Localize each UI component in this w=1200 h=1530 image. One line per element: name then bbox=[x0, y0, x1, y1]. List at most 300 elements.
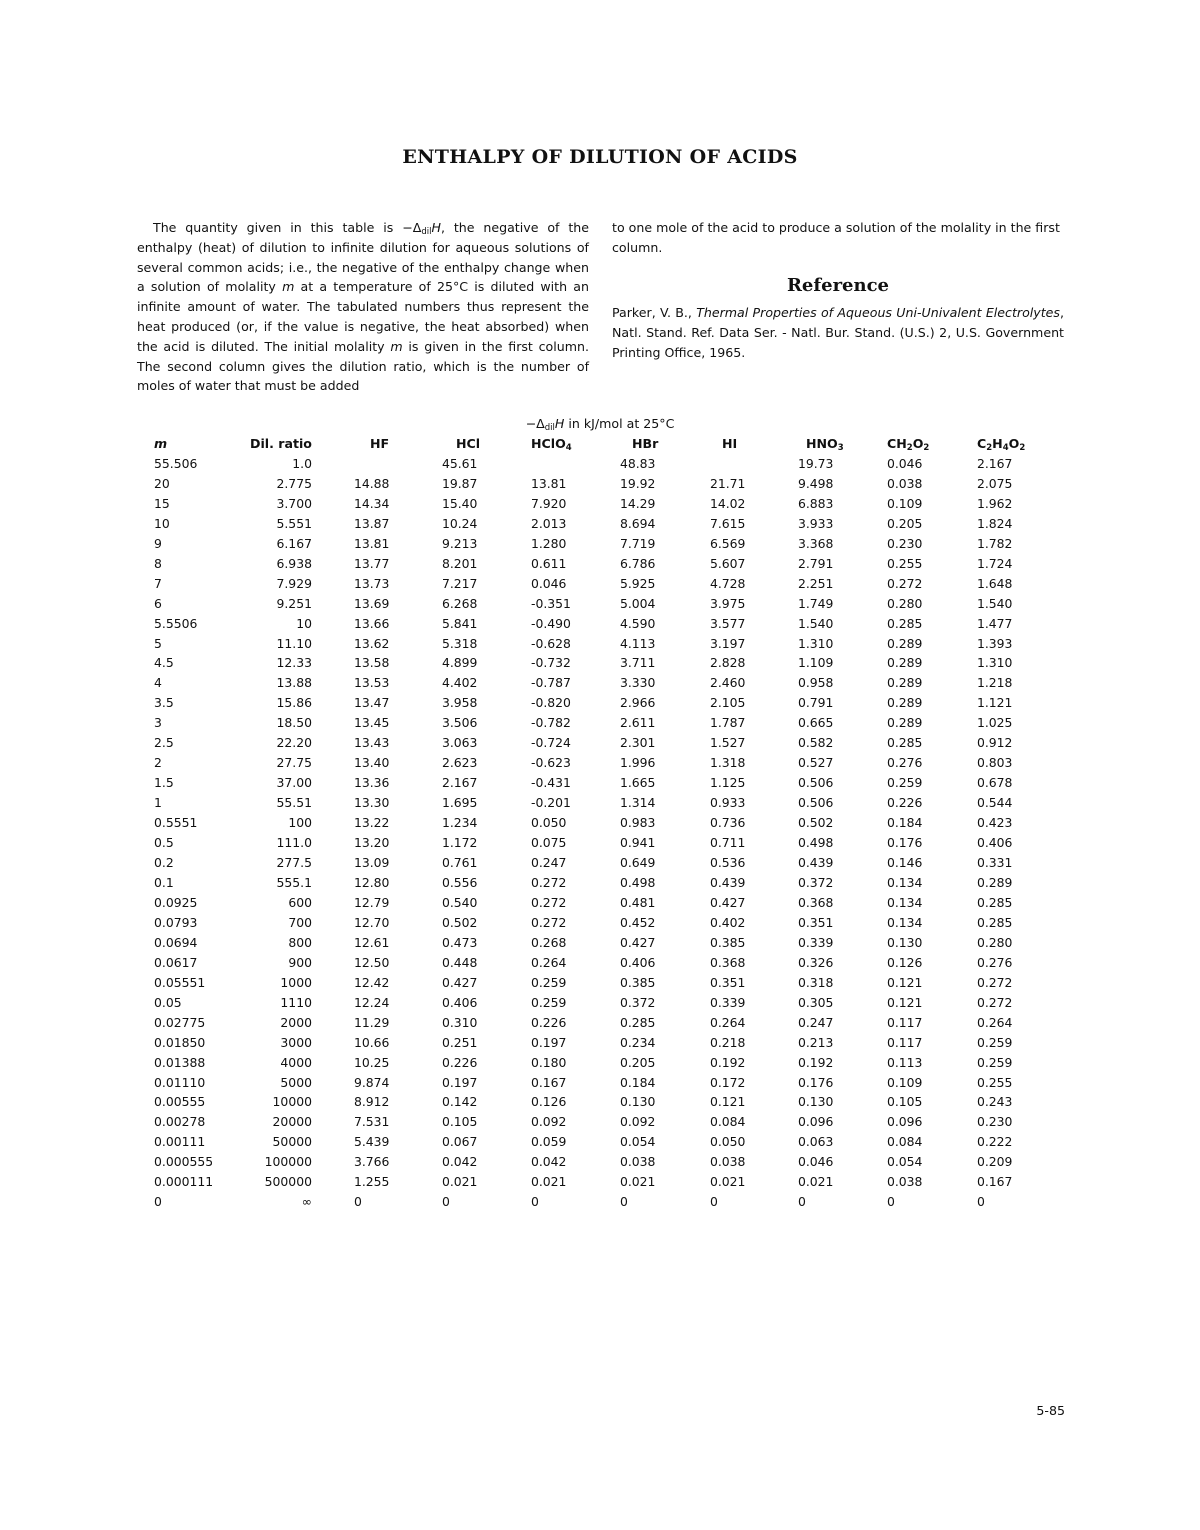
cell-dilution-ratio: 1.0 bbox=[292, 455, 312, 471]
cell-hf: 13.47 bbox=[353, 695, 390, 711]
cell-molality: 1 bbox=[154, 795, 162, 811]
cell-hi: 1.125 bbox=[709, 775, 746, 791]
cell-hclo4: 0.272 bbox=[530, 914, 567, 930]
cell-molality: 0.5 bbox=[154, 835, 174, 851]
cell-hbr: 0 bbox=[619, 1194, 628, 1210]
cell-hf: 13.62 bbox=[353, 635, 390, 651]
reference-heading: Reference bbox=[786, 274, 890, 296]
header-ch2o2 bbox=[887, 434, 977, 454]
cell-dilution-ratio: 555.1 bbox=[276, 874, 312, 890]
cell-dilution-ratio: 5000 bbox=[280, 1074, 312, 1090]
cell-hcl: 0.448 bbox=[441, 954, 478, 970]
table-row bbox=[154, 1152, 1037, 1172]
cell-hno3: 2.791 bbox=[797, 555, 834, 571]
cell-hf: 11.29 bbox=[353, 1014, 390, 1030]
cell-hi: 0.402 bbox=[709, 914, 746, 930]
cell-dilution-ratio: ∞ bbox=[301, 1194, 312, 1210]
cell-molality: 2 bbox=[154, 755, 162, 771]
cell-dilution-ratio: 9.251 bbox=[276, 595, 312, 611]
cell-hf: 10.66 bbox=[353, 1034, 390, 1050]
cell-hi: 1.787 bbox=[709, 715, 746, 731]
header-hclo4 bbox=[531, 434, 620, 454]
cell-molality: 3 bbox=[154, 715, 162, 731]
cell-molality: 0.01110 bbox=[154, 1074, 206, 1090]
molality-symbol: m bbox=[282, 279, 295, 295]
cell-ch2o2: 0.176 bbox=[886, 835, 923, 851]
cell-hi: 6.569 bbox=[709, 535, 746, 551]
cell-hno3: 0.665 bbox=[797, 715, 834, 731]
intro-text-2: , the negative of the enthalpy (heat) of dilution to infinite dilution for aqueous solutions of several common acids; i.e., the negative of the enthalpy change when a solution of molality bbox=[137, 220, 589, 295]
cell-hi: 0.121 bbox=[709, 1094, 746, 1110]
cell-hf: 3.766 bbox=[353, 1154, 390, 1170]
cell-hno3: 0.176 bbox=[797, 1074, 834, 1090]
cell-ch2o2: 0.276 bbox=[886, 755, 923, 771]
cell-dilution-ratio: 100 bbox=[288, 815, 312, 831]
cell-hcl: 3.063 bbox=[441, 735, 478, 751]
cell-molality: 15 bbox=[154, 495, 170, 511]
cell-hf: 13.43 bbox=[353, 735, 390, 751]
cell-molality: 0.0694 bbox=[154, 934, 198, 950]
table-row bbox=[154, 833, 1037, 853]
cell-hno3: 0.351 bbox=[797, 914, 834, 930]
cell-hbr: 0.941 bbox=[619, 835, 656, 851]
header-m: m bbox=[154, 436, 168, 451]
cell-hclo4: -0.623 bbox=[530, 755, 571, 771]
cell-ch2o2: 0.289 bbox=[886, 695, 923, 711]
cell-hi: 0.050 bbox=[709, 1134, 746, 1150]
cell-hclo4: 0.197 bbox=[530, 1034, 567, 1050]
cell-hno3: 0.498 bbox=[797, 835, 834, 851]
cell-hf: 12.50 bbox=[353, 954, 390, 970]
cell-hclo4: -0.490 bbox=[530, 615, 571, 631]
cell-hcl: 0.142 bbox=[441, 1094, 478, 1110]
cell-dilution-ratio: 500000 bbox=[264, 1174, 312, 1190]
cell-dilution-ratio: 10000 bbox=[272, 1094, 312, 1110]
cell-ch2o2: 0.285 bbox=[886, 615, 923, 631]
intro-text-4: is given in the first column. The second column gives the dilution ratio, which is the number of moles of water that must be added bbox=[137, 338, 589, 394]
reference-title: Thermal Properties of Aqueous Uni-Univalent Electrolytes bbox=[696, 305, 1060, 321]
hclo4-base: HClO bbox=[530, 436, 566, 451]
caption-units: in kJ/mol at 25°C bbox=[564, 416, 675, 431]
cell-hbr: 0.649 bbox=[619, 855, 656, 871]
cell-hi: 4.728 bbox=[709, 575, 746, 591]
cell-hbr: 0.481 bbox=[619, 894, 656, 910]
cell-c2h4o2: 0.280 bbox=[976, 934, 1013, 950]
cell-hi: 3.197 bbox=[709, 635, 746, 651]
cell-hf: 13.45 bbox=[353, 715, 390, 731]
c2h4o2-part: H bbox=[992, 436, 1003, 451]
cell-hf: 13.30 bbox=[353, 795, 390, 811]
cell-ch2o2: 0.280 bbox=[886, 595, 923, 611]
cell-ch2o2: 0.054 bbox=[886, 1154, 923, 1170]
cell-hi: 0.339 bbox=[709, 994, 746, 1010]
cell-hi: 1.318 bbox=[709, 755, 746, 771]
table-row bbox=[154, 813, 1037, 833]
cell-hno3: 0.506 bbox=[797, 795, 834, 811]
cell-hbr: 0.285 bbox=[619, 1014, 656, 1030]
cell-dilution-ratio: 12.33 bbox=[276, 655, 312, 671]
table-row bbox=[154, 793, 1037, 813]
cell-hbr: 0.205 bbox=[619, 1054, 656, 1070]
cell-hf: 9.874 bbox=[353, 1074, 390, 1090]
cell-hno3: 0.326 bbox=[797, 954, 834, 970]
cell-hbr: 1.314 bbox=[619, 795, 656, 811]
cell-hclo4: -0.787 bbox=[530, 675, 571, 691]
cell-hclo4: 0.126 bbox=[530, 1094, 567, 1110]
table-row bbox=[154, 1033, 1037, 1053]
cell-c2h4o2: 0.222 bbox=[976, 1134, 1013, 1150]
dil-subscript: dil bbox=[421, 227, 432, 237]
cell-hi: 0 bbox=[709, 1194, 718, 1210]
cell-hbr: 2.966 bbox=[619, 695, 656, 711]
cell-c2h4o2: 2.167 bbox=[976, 455, 1013, 471]
ch2o2-sub: 2 bbox=[923, 443, 930, 453]
cell-hcl: 19.87 bbox=[441, 475, 478, 491]
cell-ch2o2: 0.289 bbox=[886, 675, 923, 691]
cell-hbr: 5.004 bbox=[619, 595, 656, 611]
cell-hi: 7.615 bbox=[709, 515, 746, 531]
cell-hf bbox=[354, 454, 442, 474]
table-row bbox=[154, 673, 1037, 693]
cell-hf: 12.70 bbox=[353, 914, 390, 930]
c2h4o2-sub: 4 bbox=[1002, 443, 1009, 453]
cell-molality: 55.506 bbox=[154, 455, 198, 471]
cell-molality: 8 bbox=[154, 555, 162, 571]
cell-hno3: 0.958 bbox=[797, 675, 834, 691]
cell-hf: 13.87 bbox=[353, 515, 390, 531]
cell-molality: 2.5 bbox=[154, 735, 174, 751]
cell-ch2o2: 0.184 bbox=[886, 815, 923, 831]
table-row bbox=[154, 753, 1037, 773]
cell-ch2o2: 0.126 bbox=[886, 954, 923, 970]
cell-c2h4o2: 0.285 bbox=[976, 894, 1013, 910]
cell-dilution-ratio: 1110 bbox=[280, 994, 312, 1010]
cell-dilution-ratio: 13.88 bbox=[276, 675, 312, 691]
cell-hcl: 0.251 bbox=[441, 1034, 478, 1050]
cell-hi: 2.460 bbox=[709, 675, 746, 691]
enthalpy-table bbox=[154, 434, 1037, 1212]
cell-ch2o2: 0.255 bbox=[886, 555, 923, 571]
cell-ch2o2: 0.121 bbox=[886, 974, 923, 990]
cell-hi: 0.172 bbox=[709, 1074, 746, 1090]
cell-hno3: 0.046 bbox=[797, 1154, 834, 1170]
cell-hbr: 0.130 bbox=[619, 1094, 656, 1110]
intro-text-3: at a temperature of 25°C is diluted with an infinite amount of water. The tabulated numbers thus represent the heat produced (or, if the value is negative, the heat absorbed) when the acid is diluted. The initial molality bbox=[137, 279, 589, 354]
cell-hcl: 4.402 bbox=[441, 675, 478, 691]
cell-ch2o2: 0.259 bbox=[886, 775, 923, 791]
cell-hi: 0.536 bbox=[709, 855, 746, 871]
cell-molality: 9 bbox=[154, 535, 162, 551]
cell-hf: 13.09 bbox=[353, 855, 390, 871]
cell-molality: 4.5 bbox=[154, 655, 174, 671]
cell-ch2o2: 0.117 bbox=[886, 1014, 923, 1030]
cell-hcl: 0.473 bbox=[441, 934, 478, 950]
cell-hclo4: 0.092 bbox=[530, 1114, 567, 1130]
table-row bbox=[154, 574, 1037, 594]
cell-hno3: 0.063 bbox=[797, 1134, 834, 1150]
cell-dilution-ratio: 700 bbox=[288, 914, 312, 930]
cell-hi: 0.439 bbox=[709, 874, 746, 890]
hno3-base: HNO bbox=[805, 436, 838, 451]
cell-hcl: 0.502 bbox=[441, 914, 478, 930]
cell-hf: 13.20 bbox=[353, 835, 390, 851]
cell-hbr: 8.694 bbox=[619, 515, 656, 531]
hclo4-sub: 4 bbox=[565, 443, 572, 453]
reference-details: , Natl. Stand. Ref. Data Ser. - Natl. Bur. Stand. (U.S.) 2, U.S. Government Printing Office, 1965. bbox=[612, 305, 1064, 360]
caption-enthalpy-symbol: H bbox=[554, 416, 565, 431]
hno3-sub: 3 bbox=[837, 443, 844, 453]
cell-dilution-ratio: 55.51 bbox=[276, 795, 312, 811]
table-row bbox=[154, 1053, 1037, 1073]
cell-hbr: 0.452 bbox=[619, 914, 656, 930]
cell-hbr: 0.234 bbox=[619, 1034, 656, 1050]
table-row bbox=[154, 1013, 1037, 1033]
cell-ch2o2: 0.230 bbox=[886, 535, 923, 551]
cell-hi: 0.038 bbox=[709, 1154, 746, 1170]
table-row bbox=[154, 733, 1037, 753]
cell-hclo4: 2.013 bbox=[530, 515, 567, 531]
header-hno3 bbox=[798, 434, 887, 454]
cell-c2h4o2: 1.310 bbox=[976, 655, 1013, 671]
cell-hcl: 1.695 bbox=[441, 795, 478, 811]
cell-dilution-ratio: 6.167 bbox=[276, 535, 312, 551]
dil-symbol bbox=[402, 220, 441, 235]
ch2o2-sub: 2 bbox=[906, 443, 913, 453]
cell-hbr: 0.054 bbox=[619, 1134, 656, 1150]
cell-hbr: 6.786 bbox=[619, 555, 656, 571]
cell-hbr: 4.590 bbox=[619, 615, 656, 631]
cell-dilution-ratio: 3.700 bbox=[276, 495, 312, 511]
cell-dilution-ratio: 600 bbox=[288, 894, 312, 910]
table-caption bbox=[0, 416, 1200, 431]
cell-hno3: 1.540 bbox=[797, 615, 834, 631]
cell-c2h4o2: 0.272 bbox=[976, 974, 1013, 990]
cell-ch2o2: 0.046 bbox=[886, 455, 923, 471]
cell-hcl: 3.506 bbox=[441, 715, 478, 731]
cell-hi: 0.351 bbox=[709, 974, 746, 990]
cell-c2h4o2: 0.912 bbox=[976, 735, 1013, 751]
cell-hi: 2.105 bbox=[709, 695, 746, 711]
cell-hno3: 0.368 bbox=[797, 894, 834, 910]
cell-hi: 5.607 bbox=[709, 555, 746, 571]
cell-hi: 14.02 bbox=[709, 495, 746, 511]
cell-molality: 6 bbox=[154, 595, 162, 611]
cell-hcl: 0.427 bbox=[441, 974, 478, 990]
cell-hbr: 5.925 bbox=[619, 575, 656, 591]
cell-ch2o2: 0.113 bbox=[886, 1054, 923, 1070]
cell-molality: 5.5506 bbox=[154, 615, 198, 631]
cell-hclo4: -0.724 bbox=[530, 735, 571, 751]
cell-molality: 0.0617 bbox=[154, 954, 198, 970]
cell-dilution-ratio: 6.938 bbox=[276, 555, 312, 571]
minus-delta: −Δ bbox=[402, 220, 422, 235]
cell-hf: 12.24 bbox=[353, 994, 390, 1010]
cell-hcl: 0.105 bbox=[441, 1114, 478, 1130]
reference-citation bbox=[612, 303, 1064, 362]
c2h4o2-sub: 2 bbox=[1019, 443, 1026, 453]
cell-hcl: 1.172 bbox=[441, 835, 478, 851]
cell-molality: 0.000555 bbox=[154, 1154, 214, 1170]
cell-molality: 0.000111 bbox=[154, 1174, 214, 1190]
cell-hno3: 6.883 bbox=[797, 495, 834, 511]
cell-hf: 13.81 bbox=[353, 535, 390, 551]
cell-hclo4: 0.180 bbox=[530, 1054, 567, 1070]
cell-hcl: 0.042 bbox=[441, 1154, 478, 1170]
cell-hbr: 0.021 bbox=[619, 1174, 656, 1190]
cell-ch2o2: 0.096 bbox=[886, 1114, 923, 1130]
ch2o2-part: O bbox=[912, 436, 924, 451]
cell-hi bbox=[710, 454, 798, 474]
cell-ch2o2: 0.226 bbox=[886, 795, 923, 811]
cell-c2h4o2: 1.393 bbox=[976, 635, 1013, 651]
cell-ch2o2: 0.084 bbox=[886, 1134, 923, 1150]
cell-hbr: 14.29 bbox=[619, 495, 656, 511]
cell-dilution-ratio: 900 bbox=[288, 954, 312, 970]
page-number: 5-85 bbox=[1036, 1403, 1065, 1418]
cell-hf: 13.69 bbox=[353, 595, 390, 611]
table-body bbox=[154, 454, 1037, 1212]
cell-hi: 1.527 bbox=[709, 735, 746, 751]
cell-hcl: 4.899 bbox=[441, 655, 478, 671]
cell-molality: 1.5 bbox=[154, 775, 174, 791]
table-row bbox=[154, 1132, 1037, 1152]
cell-c2h4o2: 0.423 bbox=[976, 815, 1013, 831]
cell-hbr: 3.711 bbox=[619, 655, 656, 671]
cell-hno3: 0.527 bbox=[797, 755, 834, 771]
cell-hcl: 0.406 bbox=[441, 994, 478, 1010]
cell-hno3: 0.506 bbox=[797, 775, 834, 791]
cell-hcl: 5.841 bbox=[441, 615, 478, 631]
cell-ch2o2: 0.121 bbox=[886, 994, 923, 1010]
cell-ch2o2: 0.289 bbox=[886, 715, 923, 731]
cell-ch2o2: 0.038 bbox=[886, 1174, 923, 1190]
cell-hclo4: 0.259 bbox=[530, 994, 567, 1010]
cell-dilution-ratio: 5.551 bbox=[276, 515, 312, 531]
cell-molality: 0.0793 bbox=[154, 914, 198, 930]
table-row bbox=[154, 873, 1037, 893]
reference-authors: Parker, V. B., bbox=[612, 305, 697, 321]
cell-molality: 0.00278 bbox=[154, 1114, 206, 1130]
right-column bbox=[612, 218, 1064, 363]
table-row bbox=[154, 693, 1037, 713]
cell-hbr: 3.330 bbox=[619, 675, 656, 691]
cell-molality: 0.00555 bbox=[154, 1094, 206, 1110]
cell-hno3: 0.791 bbox=[797, 695, 834, 711]
cell-hclo4: 0.259 bbox=[530, 974, 567, 990]
cell-ch2o2: 0.117 bbox=[886, 1034, 923, 1050]
cell-ch2o2: 0.134 bbox=[886, 874, 923, 890]
c2h4o2-sub: 2 bbox=[986, 443, 993, 453]
cell-dilution-ratio: 100000 bbox=[264, 1154, 312, 1170]
cell-hclo4: 1.280 bbox=[530, 535, 567, 551]
cell-dilution-ratio: 15.86 bbox=[276, 695, 312, 711]
cell-dilution-ratio: 20000 bbox=[272, 1114, 312, 1130]
cell-ch2o2: 0.130 bbox=[886, 934, 923, 950]
cell-hclo4: 0.021 bbox=[530, 1174, 567, 1190]
cell-molality: 5 bbox=[154, 635, 162, 651]
cell-hf: 13.58 bbox=[353, 655, 390, 671]
cell-hno3: 0.318 bbox=[797, 974, 834, 990]
cell-hclo4: -0.351 bbox=[530, 595, 571, 611]
cell-hcl: 0.761 bbox=[441, 855, 478, 871]
header-hi: HI bbox=[721, 436, 738, 451]
cell-hno3: 0.213 bbox=[797, 1034, 834, 1050]
cell-hno3: 0.192 bbox=[797, 1054, 834, 1070]
cell-hcl: 6.268 bbox=[441, 595, 478, 611]
cell-hbr: 2.611 bbox=[619, 715, 656, 731]
cell-c2h4o2: 0.255 bbox=[976, 1074, 1013, 1090]
cell-ch2o2: 0.289 bbox=[886, 655, 923, 671]
cell-molality: 0 bbox=[154, 1194, 162, 1210]
table-row bbox=[154, 554, 1037, 574]
enthalpy-symbol: H bbox=[431, 220, 441, 235]
c2h4o2-part: C bbox=[976, 436, 987, 451]
table-row bbox=[154, 853, 1037, 873]
cell-ch2o2: 0.205 bbox=[886, 515, 923, 531]
cell-hcl: 45.61 bbox=[441, 455, 478, 471]
cell-molality: 7 bbox=[154, 575, 162, 591]
cell-hi: 0.385 bbox=[709, 934, 746, 950]
table-row bbox=[154, 1092, 1037, 1112]
cell-hcl: 7.217 bbox=[441, 575, 478, 591]
cell-hf: 13.77 bbox=[353, 555, 390, 571]
table-row bbox=[154, 514, 1037, 534]
cell-hcl: 0.197 bbox=[441, 1074, 478, 1090]
cell-hclo4: 0.046 bbox=[530, 575, 567, 591]
cell-hbr: 19.92 bbox=[619, 475, 656, 491]
cell-hbr: 0.983 bbox=[619, 815, 656, 831]
cell-ch2o2: 0.272 bbox=[886, 575, 923, 591]
cell-hf: 10.25 bbox=[353, 1054, 390, 1070]
cell-ch2o2: 0.285 bbox=[886, 735, 923, 751]
cell-c2h4o2: 1.782 bbox=[976, 535, 1013, 551]
cell-hclo4: -0.782 bbox=[530, 715, 571, 731]
cell-hf: 14.34 bbox=[353, 495, 390, 511]
cell-hcl: 3.958 bbox=[441, 695, 478, 711]
caption-minus-delta: −Δ bbox=[525, 416, 545, 431]
cell-molality: 0.1 bbox=[154, 874, 174, 890]
cell-c2h4o2: 1.824 bbox=[976, 515, 1013, 531]
cell-ch2o2: 0.105 bbox=[886, 1094, 923, 1110]
cell-hbr: 0.427 bbox=[619, 934, 656, 950]
cell-hi: 0.264 bbox=[709, 1014, 746, 1030]
cell-c2h4o2: 0.259 bbox=[976, 1034, 1013, 1050]
cell-hno3: 2.251 bbox=[797, 575, 834, 591]
cell-hcl: 0.556 bbox=[441, 874, 478, 890]
intro-continuation: to one mole of the acid to produce a solution of the molality in the first column. bbox=[612, 220, 1060, 255]
intro-paragraph bbox=[137, 218, 589, 396]
cell-hcl: 0.021 bbox=[441, 1174, 478, 1190]
cell-c2h4o2: 1.724 bbox=[976, 555, 1013, 571]
cell-hclo4: 0.247 bbox=[530, 855, 567, 871]
cell-hcl: 10.24 bbox=[441, 515, 478, 531]
cell-hno3: 0.372 bbox=[797, 874, 834, 890]
table-row bbox=[154, 933, 1037, 953]
cell-hcl: 0 bbox=[441, 1194, 450, 1210]
cell-molality: 0.0925 bbox=[154, 894, 198, 910]
cell-hclo4: 0.042 bbox=[530, 1154, 567, 1170]
cell-c2h4o2: 0.285 bbox=[976, 914, 1013, 930]
cell-hclo4: 0.611 bbox=[530, 555, 567, 571]
c2h4o2-part: O bbox=[1008, 436, 1020, 451]
cell-hno3: 19.73 bbox=[797, 455, 834, 471]
cell-c2h4o2: 1.025 bbox=[976, 715, 1013, 731]
cell-hclo4: 0.226 bbox=[530, 1014, 567, 1030]
header-hf: HF bbox=[369, 436, 390, 451]
cell-hi: 0.218 bbox=[709, 1034, 746, 1050]
cell-hno3: 3.368 bbox=[797, 535, 834, 551]
cell-c2h4o2: 0.544 bbox=[976, 795, 1013, 811]
